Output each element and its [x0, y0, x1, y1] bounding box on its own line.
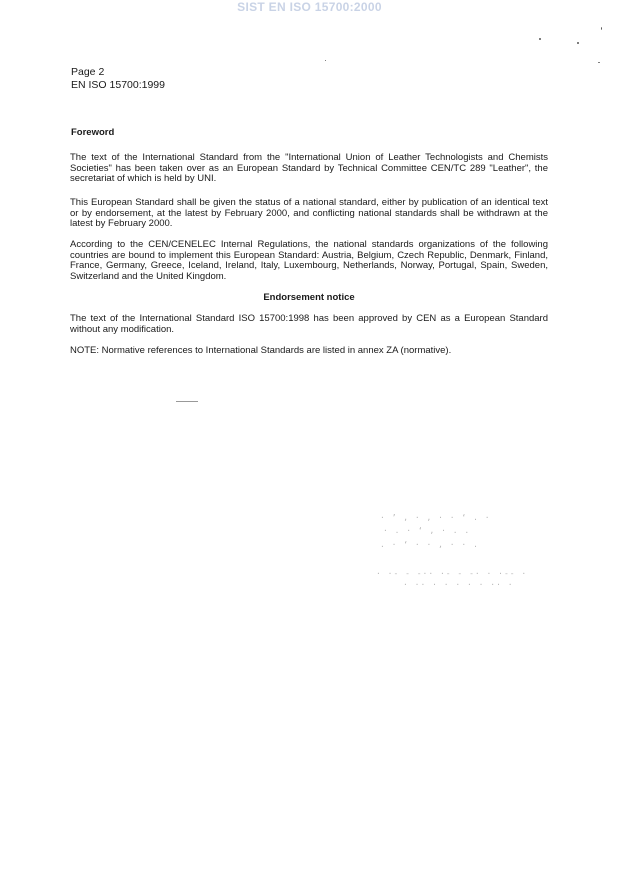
- endorsement-heading: Endorsement notice: [263, 292, 355, 303]
- normative-note: NOTE: Normative references to International Standards are listed in annex ZA (normative).: [70, 345, 452, 356]
- scan-speck: [325, 60, 326, 61]
- scan-speck: [577, 42, 579, 44]
- scan-noise: . · ‘ · · , · · .: [380, 540, 479, 549]
- page-header: [71, 66, 165, 92]
- page-number: Page 2: [71, 66, 105, 78]
- scan-speck: [176, 401, 198, 402]
- scan-noise: · . · ‘ , · . .: [383, 526, 471, 535]
- foreword-heading: Foreword: [71, 127, 115, 138]
- scan-speck: [539, 38, 541, 40]
- foreword-paragraph-3: According to the CEN/CENELEC Internal Regulations, the national standards organizations of the following countries are bound to implement this European Standard: Austria, Belgium, Czech Republic, Denmark, Finland, France, Germany, Greece, Iceland, Ireland, Italy, Luxembourg, Netherlands, Norway, Portugal, Spain, Sweden, Switzerland and the United Kingdom.: [70, 239, 548, 282]
- scan-noise: · ·· · · · · · ·· ·: [403, 580, 514, 589]
- foreword-paragraph-2: This European Standard shall be given the status of a national standard, either by publication of an identical text or by endorsement, at the latest by February 2000, and conflicting national standards shall be withdrawn at the latest by February 2000.: [70, 197, 548, 229]
- scan-noise: · ·- - -·· ·- - -· · ·-- ·: [376, 569, 528, 578]
- scan-noise: · ’ , · , · · ‘ . ·: [380, 513, 491, 522]
- document-number: EN ISO 15700:1999: [71, 79, 165, 91]
- scan-speck: [598, 62, 600, 63]
- foreword-paragraph-1: The text of the International Standard from the "International Union of Leather Technologists and Chemists Societies" has been taken over as an European Standard by Technical Committee CEN/TC 289 "Leather", the secretariat of which is held by UNI.: [70, 152, 548, 184]
- scan-speck: [601, 27, 602, 30]
- endorsement-text: The text of the International Standard ISO 15700:1998 has been approved by CEN as a European Standard without any modification.: [70, 313, 548, 335]
- watermark: SIST EN ISO 15700:2000: [237, 0, 382, 14]
